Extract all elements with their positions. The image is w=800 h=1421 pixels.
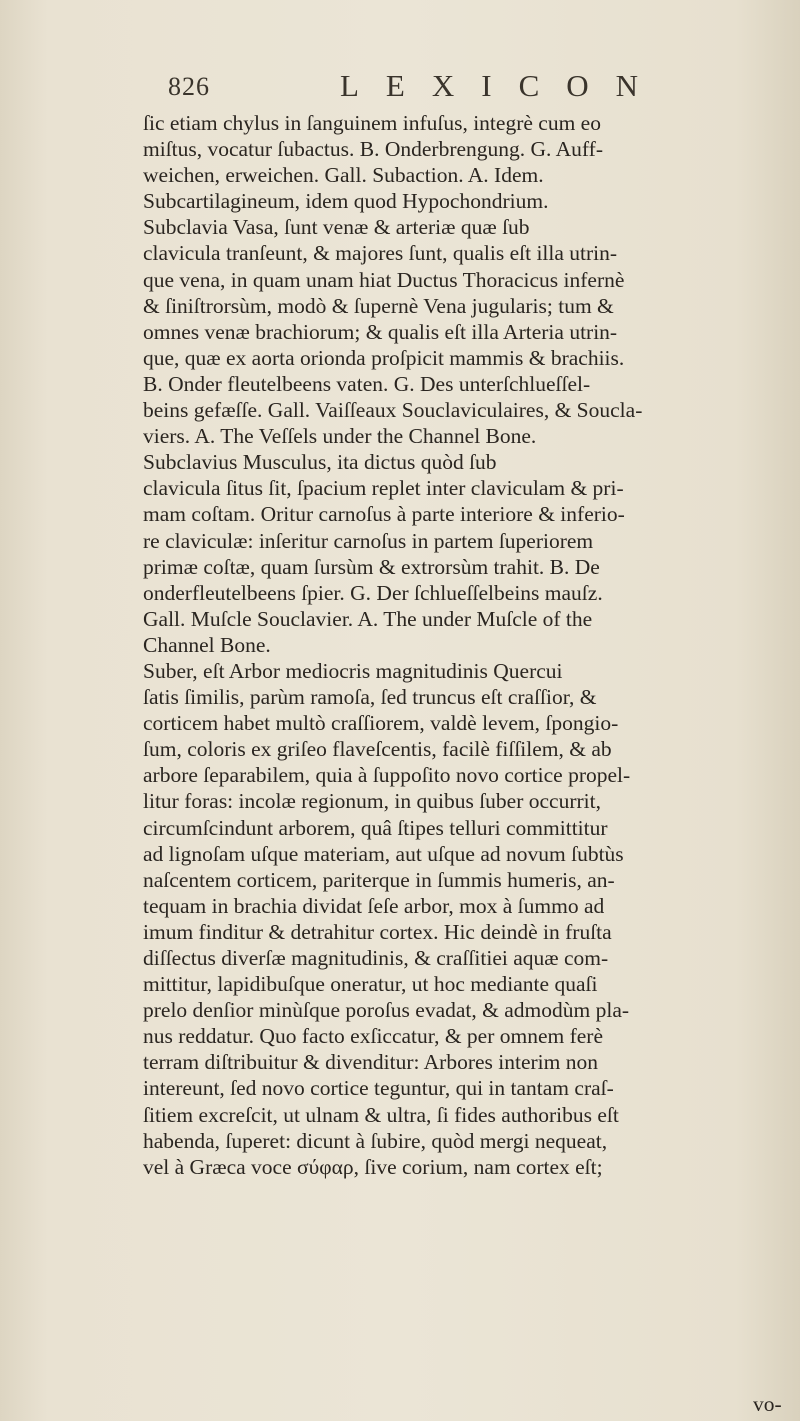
body-text — [143, 110, 795, 1180]
text-line: omnes venæ brachiorum; & qualis eſt illa Arteria utrin- — [143, 319, 618, 344]
text-line: Subcartilagineum, idem quod Hypochondrium. — [143, 189, 549, 214]
text-line: B. Onder fleutelbeens vaten. G. Des unterſchlueſſel- — [143, 371, 591, 396]
text-line: circumſcindunt arborem, quâ ſtipes telluri committitur — [143, 815, 608, 840]
page-header — [168, 68, 788, 108]
text-line: vel à Græca voce σύφαρ, ſive corium, nam cortex eſt; — [143, 1154, 603, 1179]
text-line: ad lignoſam uſque materiam, aut uſque ad novum ſubtùs — [143, 841, 624, 866]
text-line: clavicula tranſeunt, & majores ſunt, qualis eſt illa utrin- — [143, 241, 618, 266]
text-line: weichen, erweichen. Gall. Subaction. A. Idem. — [143, 163, 544, 188]
text-line: tequam in brachia dividat ſeſe arbor, mox à ſummo ad — [143, 893, 605, 918]
text-line: Subclavia Vasa, ſunt venæ & arteriæ quæ ſub — [143, 215, 530, 240]
text-line: Subclavius Musculus, ita dictus quòd ſub — [143, 450, 497, 475]
text-line: terram diſtribuitur & divenditur: Arbores interim non — [143, 1050, 598, 1075]
text-line: primæ coſtæ, quam ſursùm & extrorsùm trahit. B. De — [143, 554, 600, 579]
text-line: miſtus, vocatur ſubactus. B. Onderbrengung. G. Auff- — [143, 137, 603, 162]
text-line: ſitiem excreſcit, ut ulnam & ultra, ſi fides authoribus eſt — [143, 1102, 619, 1127]
text-line: mittitur, lapidibuſque oneratur, ut hoc mediante quaſi — [143, 972, 598, 997]
text-line: habenda, ſuperet: dicunt à ſubire, quòd mergi nequeat, — [143, 1128, 608, 1153]
text-line: beins gefæſſe. Gall. Vaiſſeaux Souclaviculaires, & Soucla- — [143, 398, 643, 423]
text-line: que vena, in quam unam hiat Ductus Thoracicus infernè — [143, 267, 625, 292]
text-line: arbore ſeparabilem, quia à ſuppoſito novo cortice propel- — [143, 763, 631, 788]
text-line: nus reddatur. Quo facto exſiccatur, & per omnem ferè — [143, 1024, 604, 1049]
text-line: naſcentem corticem, pariterque in ſummis humeris, an- — [143, 867, 615, 892]
text-line: intereunt, ſed novo cortice teguntur, qui in tantam craſ- — [143, 1076, 614, 1101]
text-line: corticem habet multò craſſiorem, valdè levem, ſpongio- — [143, 711, 619, 736]
catchword: vo- — [753, 1392, 782, 1416]
text-line: imum finditur & detrahitur cortex. Hic deindè in fruſta — [143, 919, 612, 944]
text-line: & ſiniſtrorsùm, modò & ſupernè Vena jugularis; tum & — [143, 293, 614, 318]
text-line: clavicula ſitus ſit, ſpacium replet inter claviculam & pri- — [143, 476, 624, 501]
text-line: Suber, eſt Arbor mediocris magnitudinis Quercui — [143, 658, 563, 683]
text-line: mam coſtam. Oritur carnoſus à parte interiore & inferio- — [143, 502, 625, 527]
text-line: ſic etiam chylus in ſanguinem infuſus, integrè cum eo — [143, 111, 601, 135]
running-title: LEXICON — [340, 68, 666, 103]
text-line: prelo denſior minùſque poroſus evadat, & admodùm pla- — [143, 998, 630, 1023]
text-line: viers. A. The Veſſels under the Channel Bone. — [143, 424, 537, 449]
text-line: ſatis ſimilis, parùm ramoſa, ſed truncus eſt craſſior, & — [143, 685, 597, 710]
text-line: Gall. Muſcle Souclavier. A. The under Muſcle of the — [143, 606, 593, 631]
page-number: 826 — [168, 72, 210, 101]
text-line: re claviculæ: inſeritur carnoſus in partem ſuperiorem — [143, 528, 594, 553]
text-line: que, quæ ex aorta orionda proſpicit mammis & brachiis. — [143, 345, 625, 370]
text-line: ſum, coloris ex griſeo flaveſcentis, facilè fiſſilem, & ab — [143, 737, 612, 762]
text-line: diſſectus diverſæ magnitudinis, & craſſitiei aquæ com- — [143, 946, 609, 970]
text-line: Channel Bone. — [143, 632, 271, 657]
text-line: onderfleutelbeens ſpier. G. Der ſchlueſſelbeins mauſz. — [143, 580, 603, 605]
text-line: litur foras: incolæ regionum, in quibus ſuber occurrit, — [143, 789, 601, 814]
